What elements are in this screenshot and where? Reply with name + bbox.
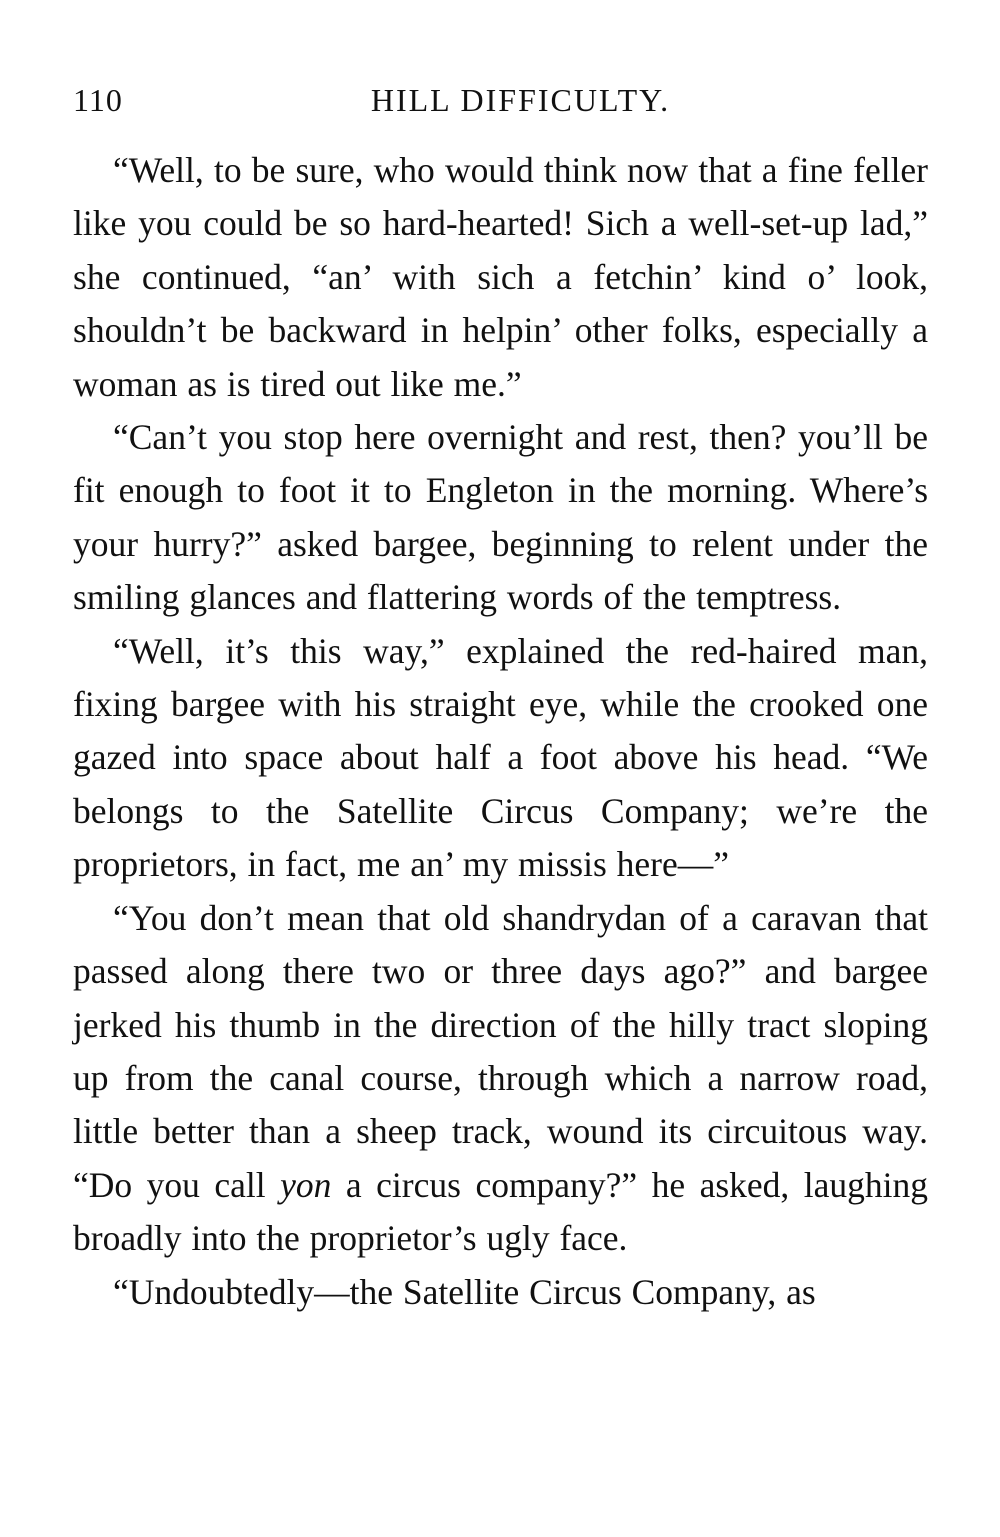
text-line: a circus — [345, 1164, 461, 1205]
running-title: HILL DIFFICULTY. — [370, 82, 671, 118]
text-line: flattering words of the temptress. — [366, 577, 842, 618]
text-line: which a narrow road, little better than a sheep track, — [73, 1057, 928, 1152]
text-line: fixing bargee with his straight eye, while the crooked — [73, 684, 864, 725]
text-line: you’ll be fit enough to foot it to Engleton in the — [73, 417, 928, 511]
text-line: “Undoubtedly—the Satellite Circus Company, as — [113, 1271, 816, 1312]
text-line: me.” — [453, 363, 522, 404]
text-line: “You don’t mean that old shandrydan of a cara — [113, 897, 811, 938]
text-line: and bargee jerked his thumb in the direction of the — [73, 951, 929, 1045]
text-line: prietor’s ugly face. — [356, 1218, 628, 1259]
paragraph-2 — [73, 411, 928, 625]
text-line: a well-set-up lad,” she continued, “an’ with sich a — [73, 203, 928, 297]
text-line: fetchin’ kind o’ look, shouldn’t be backward in helpin’ — [73, 256, 928, 351]
text-line: “Well, to be sure, who would think now that a — [113, 150, 778, 190]
page-number: 110 — [73, 82, 123, 118]
paragraph-5 — [73, 1266, 928, 1319]
text-line: wound its circuitous way. “Do you call — [73, 1111, 928, 1205]
text-line: one gazed into space about half a foot above his head. — [73, 684, 928, 778]
running-head — [73, 70, 928, 130]
text-line: other folks, especially a woman as is tired out like — [73, 310, 928, 404]
italic-word: yon — [280, 1164, 332, 1205]
paragraph-1 — [73, 144, 928, 411]
text-line: morning. Where’s your hurry?” asked bargee, be — [73, 470, 929, 564]
text-line: “Can’t you stop here overnight and rest, then? — [113, 417, 787, 458]
text-line: hilly tract sloping up from the canal course, through — [73, 1004, 929, 1098]
book-page — [73, 70, 928, 1319]
paragraph-3 — [73, 625, 928, 892]
text-line: the proprietors, in fact, me an’ my missis here—” — [73, 790, 928, 885]
text-line: fine feller like you could be so hard-hearted! Sich — [73, 150, 929, 244]
text-line: “We belongs to the Satellite Circus Company; we’re — [73, 737, 929, 831]
text-line: van that passed along there two or three days ago?” — [73, 897, 928, 992]
paragraph-4 — [73, 892, 928, 1266]
text-line: “Well, it’s this way,” explained the red-haired man, — [113, 630, 928, 671]
text-line: ginning to relent under the smiling glances and — [73, 523, 928, 618]
body-text — [73, 144, 928, 1319]
text-line: company?” he asked, laughing broadly into the pro — [73, 1164, 929, 1259]
